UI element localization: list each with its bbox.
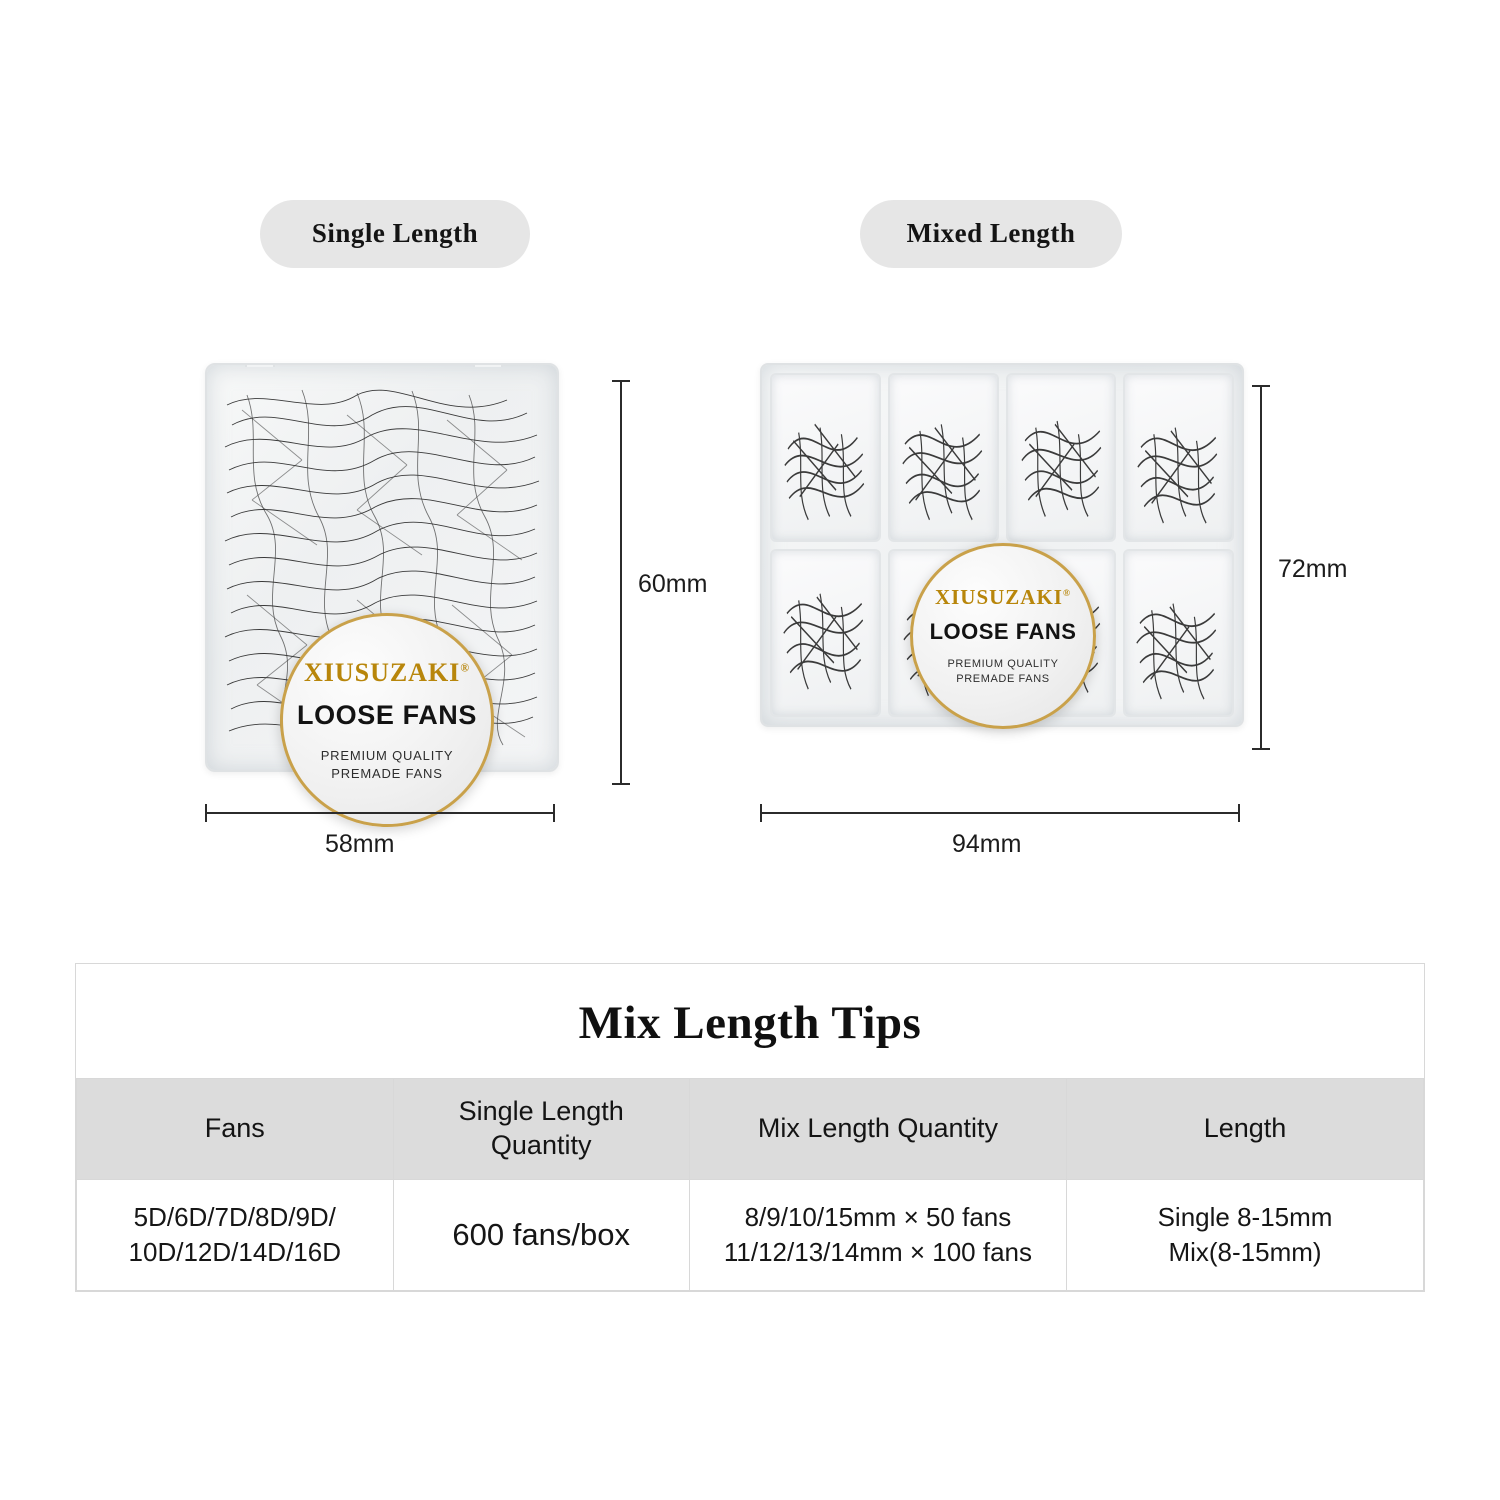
brand-text: XIUSUZAKI	[934, 585, 1063, 610]
mixed-length-panel	[740, 200, 1348, 858]
table-header-row	[77, 1079, 1424, 1180]
lash-cluster-icon	[890, 375, 997, 540]
mix-length-tips-card	[75, 963, 1425, 1292]
lash-cluster-icon	[1125, 551, 1232, 716]
cell-mix-quantity-line2: 11/12/13/14mm × 100 fans	[723, 1236, 1032, 1267]
registered-mark: ®	[460, 661, 471, 675]
dim-cap-left	[760, 804, 762, 822]
cell-mix-quantity	[689, 1179, 1066, 1290]
brand-text: XIUSUZAKI	[303, 657, 461, 687]
badge-title: LOOSE FANS	[929, 619, 1077, 645]
dim-cap-right	[1238, 804, 1240, 822]
product-label-badge-mixed	[910, 543, 1096, 729]
lash-cluster-icon	[1125, 375, 1232, 540]
badge-subtitle-line2: PREMADE FANS	[331, 765, 443, 781]
product-panels	[0, 200, 1500, 880]
single-length-panel	[170, 200, 708, 858]
single-height-dimension-line	[620, 380, 622, 785]
cell-fans	[77, 1179, 394, 1290]
cell-length-line2: Mix(8-15mm)	[1168, 1236, 1322, 1267]
dim-cap-top	[1252, 385, 1270, 387]
compartment	[1123, 373, 1234, 542]
cell-fans-line2: 10D/12D/14D/16D	[128, 1236, 341, 1267]
header-fans: Fans	[77, 1079, 394, 1180]
single-length-pill: Single Length	[260, 200, 530, 268]
single-length-box-wrap	[170, 363, 670, 781]
compartment	[770, 373, 881, 542]
brand-name	[935, 585, 1071, 610]
single-width-dimension-line	[205, 812, 555, 814]
dim-cap-bottom	[1252, 748, 1270, 750]
mixed-length-box-wrap	[740, 363, 1300, 727]
brand-name	[304, 658, 470, 688]
mixed-height-dimension-line	[1260, 385, 1262, 750]
badge-subtitle-line1: PREMIUM QUALITY	[320, 747, 454, 763]
table-row	[77, 1179, 1424, 1290]
header-length: Length	[1067, 1079, 1424, 1180]
mixed-width-label: 94mm	[952, 830, 1022, 858]
single-width-label: 58mm	[325, 830, 395, 858]
header-single-length-quantity-line1: Single Length	[458, 1096, 624, 1126]
dim-cap-bottom	[612, 783, 630, 785]
cell-mix-quantity-line1: 8/9/10/15mm × 50 fans	[744, 1201, 1012, 1232]
table-title: Mix Length Tips	[578, 997, 922, 1049]
product-label-badge-single	[280, 613, 494, 827]
badge-title: LOOSE FANS	[296, 699, 478, 730]
badge-subtitle-line1: PREMIUM QUALITY	[947, 658, 1059, 671]
dim-cap-top	[612, 380, 630, 382]
cell-single-quantity: 600 fans/box	[393, 1179, 689, 1290]
header-single-length-quantity-line2: Quantity	[490, 1129, 592, 1160]
cell-length-line1: Single 8-15mm	[1157, 1201, 1333, 1232]
compartment	[1123, 549, 1234, 718]
lash-cluster-icon	[772, 551, 879, 716]
registered-mark: ®	[1062, 589, 1072, 600]
single-height-label: 60mm	[638, 570, 708, 598]
cell-length	[1067, 1179, 1424, 1290]
cell-fans-line1: 5D/6D/7D/8D/9D/	[133, 1201, 336, 1232]
dim-cap-right	[553, 804, 555, 822]
mix-length-tips-table	[76, 1078, 1424, 1291]
compartment	[770, 549, 881, 718]
header-single-length-quantity	[393, 1079, 689, 1180]
mixed-width-dimension-line	[760, 812, 1240, 814]
lash-cluster-icon	[1008, 375, 1115, 540]
mixed-length-pill: Mixed Length	[860, 200, 1122, 268]
lash-cluster-icon	[772, 375, 879, 540]
compartment	[888, 373, 999, 542]
compartment	[1006, 373, 1117, 542]
badge-subtitle-line2: PREMADE FANS	[956, 673, 1050, 685]
header-mix-length-quantity: Mix Length Quantity	[689, 1079, 1066, 1180]
mixed-height-label: 72mm	[1278, 555, 1348, 583]
dim-cap-left	[205, 804, 207, 822]
